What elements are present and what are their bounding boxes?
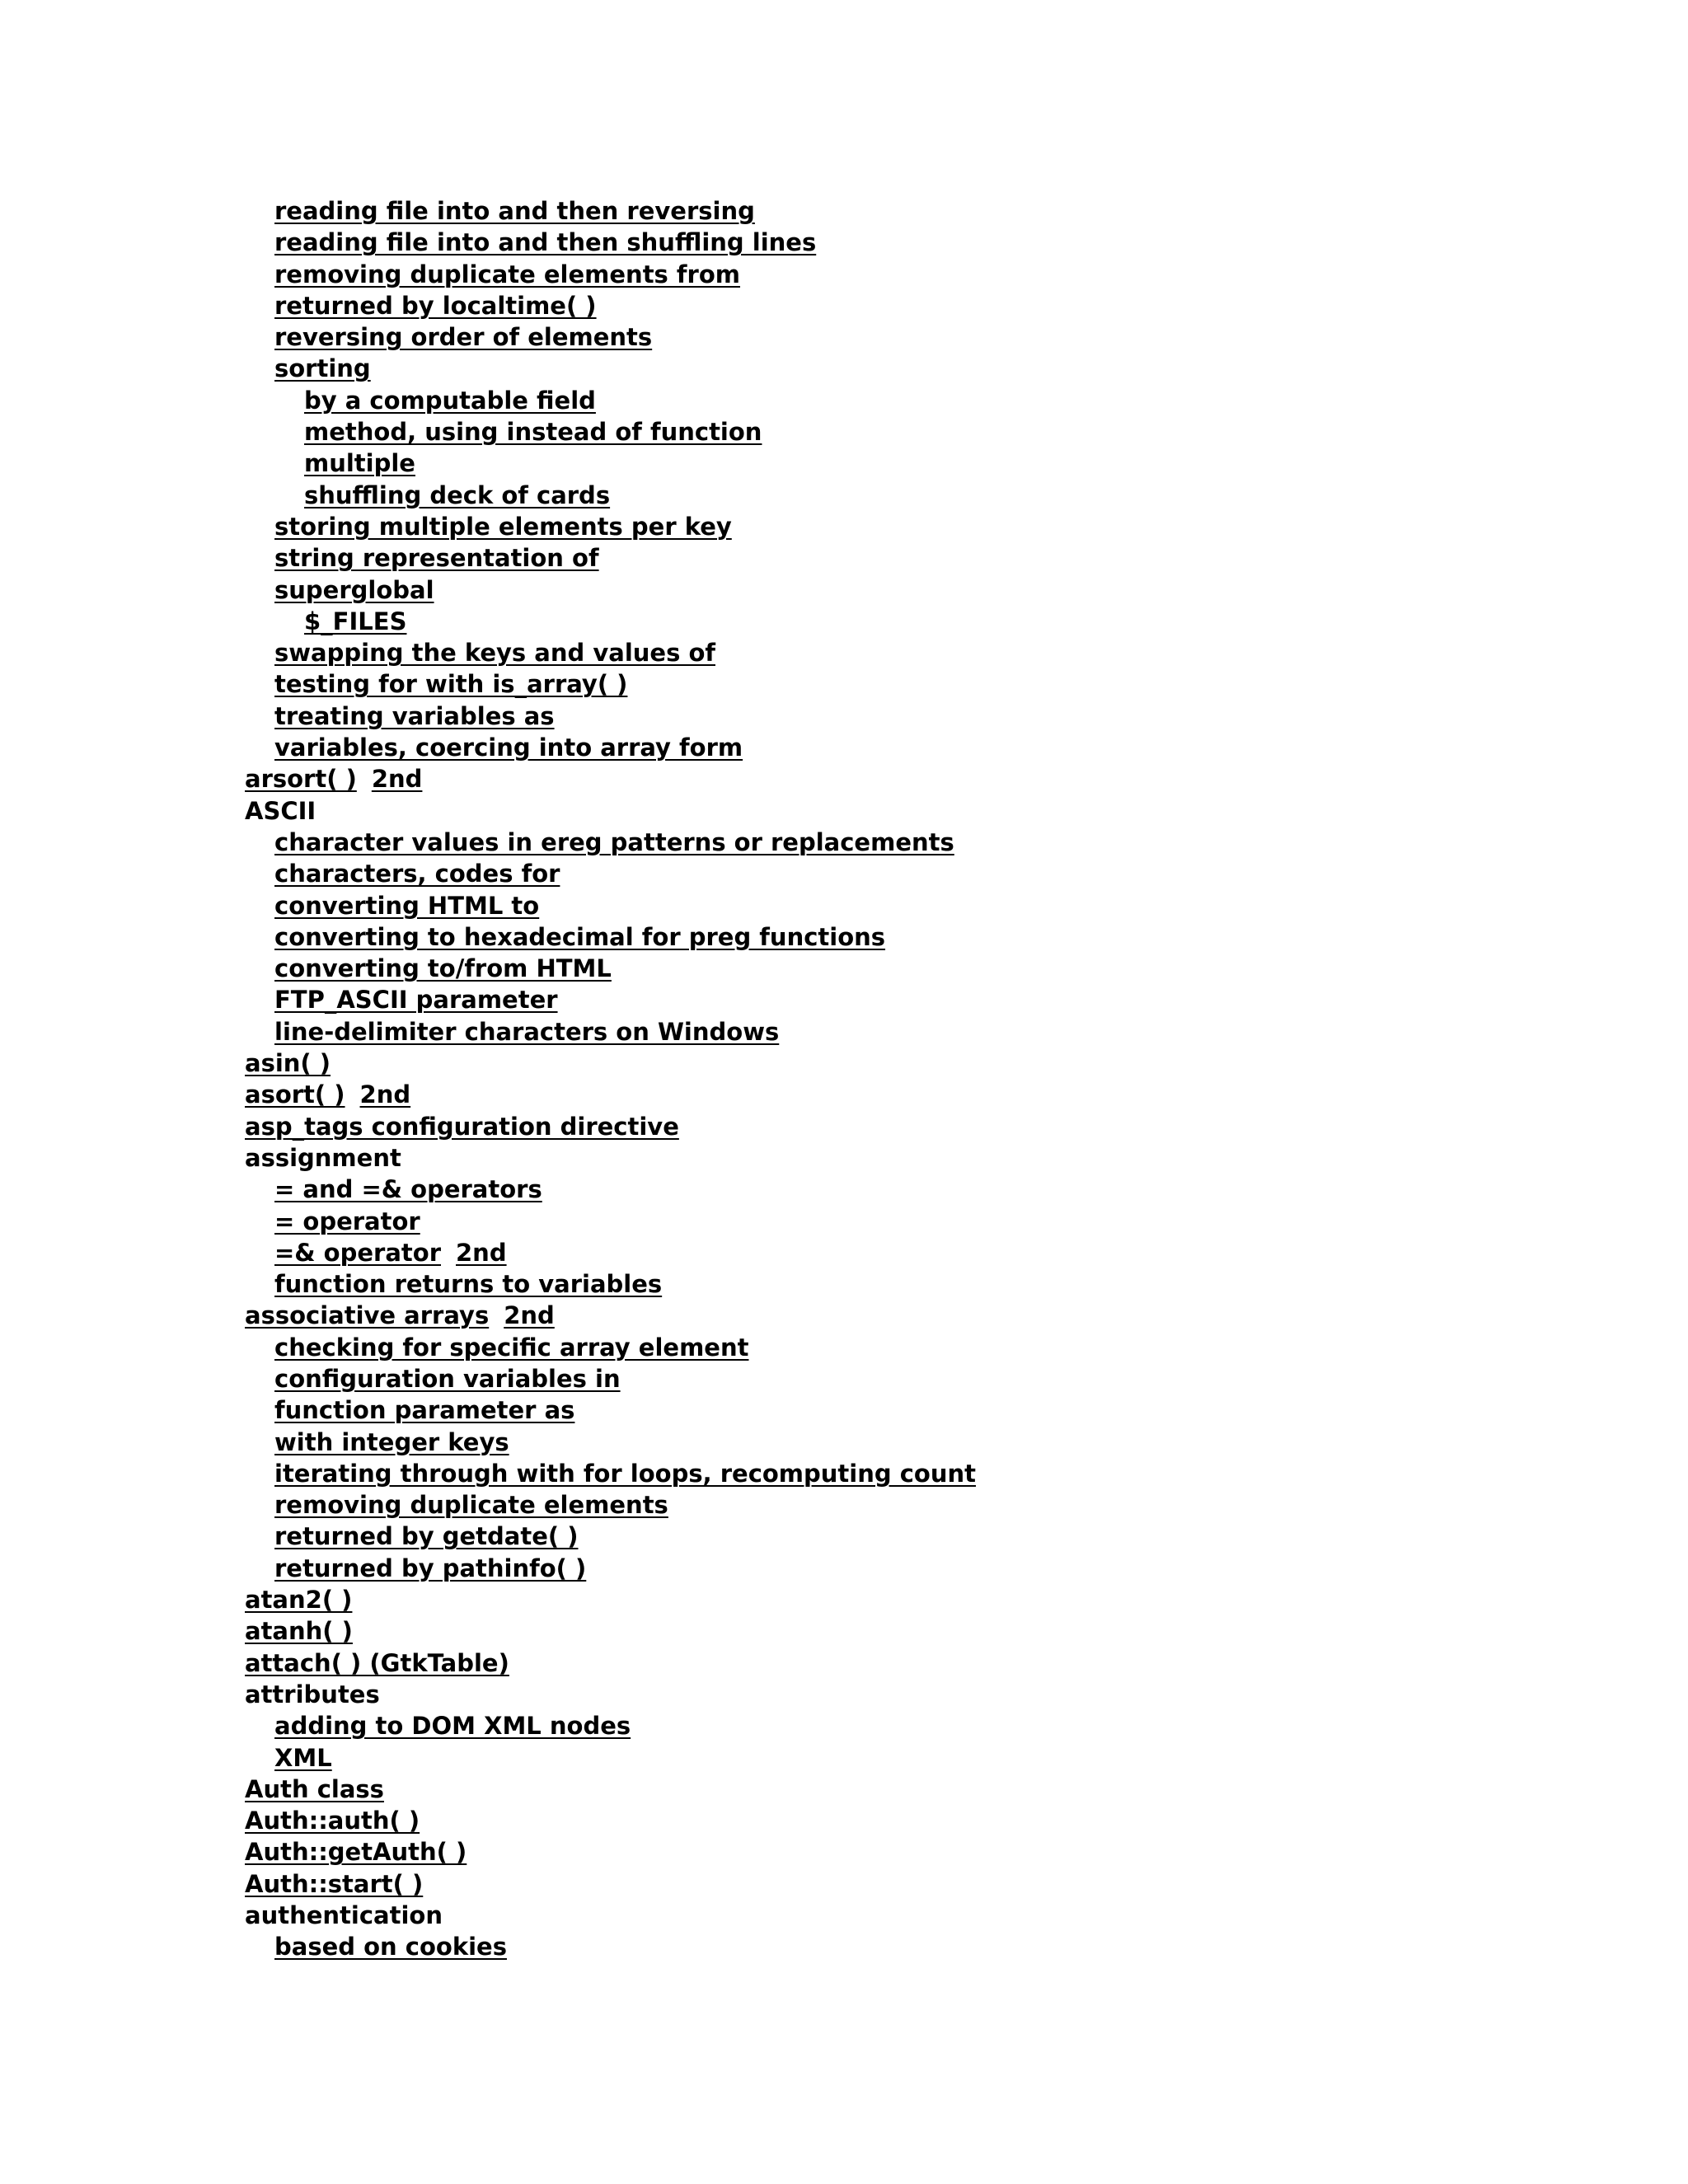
index-entry [245,1774,976,1805]
index-entry [245,732,976,763]
index-entry-link[interactable]: asin( ) [245,1049,331,1078]
index-entry-link[interactable]: swapping the keys and values of [274,639,715,668]
index-entry-link[interactable]: FTP_ASCII parameter [274,986,558,1015]
second-reference-link[interactable]: 2nd [456,1238,507,1267]
index-entry-link[interactable]: Auth class [245,1774,384,1803]
index-entry-heading: ASCII [245,796,316,825]
second-reference-link[interactable]: 2nd [359,1080,411,1109]
index-entry [245,1742,976,1774]
index-entry-link[interactable]: atanh( ) [245,1617,353,1646]
index-entry [245,195,976,227]
index-entry [245,890,976,921]
index-entry [245,701,976,732]
index-entry [245,795,976,827]
index-entry-link[interactable]: attach( ) (GtkTable) [245,1648,509,1677]
index-entry-link[interactable]: line-delimiter characters on Windows [274,1017,780,1046]
index-entry [245,1206,976,1237]
index-entry-link[interactable]: arsort( ) [245,765,357,794]
index-entry [245,290,976,321]
index-entry [245,574,976,606]
index-entry [245,637,976,668]
index-entry [245,1836,976,1868]
index-entry-link[interactable]: =& operator [274,1238,441,1267]
index-entry-link[interactable]: asort( ) [245,1080,345,1109]
index-entry-link[interactable]: asp_tags configuration directive [245,1112,679,1141]
index-entry [245,1394,976,1426]
index-entry-link[interactable]: = operator [274,1207,420,1235]
index-entry [245,448,976,479]
index-entry-link[interactable]: variables, coercing into array form [274,733,743,762]
index-entry [245,1679,976,1710]
index-entry [245,1647,976,1679]
index-entry-link[interactable]: based on cookies [274,1933,507,1961]
index-entry [245,763,976,794]
index-entry-link[interactable]: storing multiple elements per key [274,512,732,541]
index-entry-link[interactable]: converting HTML to [274,891,540,920]
index-entry [245,227,976,258]
index-entry [245,1427,976,1458]
index-entry-link[interactable]: shuffling deck of cards [304,480,611,509]
index-entry [245,1489,976,1521]
index-entry-link[interactable]: Auth::start( ) [245,1869,424,1898]
index-entry-link[interactable]: XML [274,1743,332,1772]
index-entry [245,1237,976,1268]
index-entry-link[interactable]: reversing order of elements [274,323,653,352]
index-entry-link[interactable]: superglobal [274,575,434,604]
index-entry [245,1584,976,1615]
index-entry-link[interactable]: returned by getdate( ) [274,1522,579,1551]
index-entry-link[interactable]: characters, codes for [274,860,560,888]
index-entry [245,1300,976,1331]
index-entry-link[interactable]: treating variables as [274,701,555,730]
index-entry [245,511,976,542]
index-entry [245,1363,976,1394]
index-entry [245,1111,976,1142]
index-entry-link[interactable]: returned by pathinfo( ) [274,1554,587,1582]
index-entry-link[interactable]: character values in ereg patterns or replacements [274,827,954,856]
index-entry-link[interactable]: = and =& operators [274,1175,542,1204]
index-entry [245,1931,976,1962]
index-entry-link[interactable]: configuration variables in [274,1364,621,1393]
index-entry-link[interactable]: sorting [274,354,371,383]
second-reference-link[interactable]: 2nd [504,1301,555,1330]
index-entry-link[interactable]: associative arrays [245,1301,490,1330]
index-entry [245,1868,976,1900]
index-entry-link[interactable]: removing duplicate elements from [274,260,740,288]
index-entry-link[interactable]: atan2( ) [245,1586,353,1615]
index-entry-link[interactable]: adding to DOM XML nodes [274,1712,631,1741]
index-entry [245,542,976,574]
index-entry [245,1553,976,1584]
index-entry [245,1710,976,1741]
index-entry-heading: attributes [245,1680,380,1708]
index-entry-link[interactable]: removing duplicate elements [274,1491,668,1520]
index-entry-link[interactable]: Auth::auth( ) [245,1807,420,1835]
second-reference-link[interactable]: 2nd [371,765,423,794]
index-entry [245,353,976,384]
index-entry [245,1268,976,1300]
index-entry-link[interactable]: checking for specific array element [274,1333,749,1361]
index-entry [245,1016,976,1047]
index-entry [245,480,976,511]
index-entry [245,416,976,448]
index-entry-link[interactable]: Auth::getAuth( ) [245,1838,467,1867]
index-entry-link[interactable]: method, using instead of function [304,418,762,447]
index-entry [245,1805,976,1836]
index-entry [245,606,976,637]
index-entry [245,1079,976,1110]
index-entry [245,1900,976,1931]
index-entry-link[interactable]: $_FILES [304,607,407,635]
index-entry [245,921,976,953]
index-entry-heading: authentication [245,1901,443,1930]
index-entry [245,385,976,416]
index-entry-link[interactable]: by a computable field [304,386,596,415]
index-entry [245,1174,976,1205]
index-entry [245,1047,976,1079]
index-entry [245,668,976,700]
index-list [245,195,976,1963]
index-entry [245,1521,976,1552]
index-entry-link[interactable]: multiple [304,449,415,478]
index-entry-link[interactable]: function parameter as [274,1396,575,1425]
index-entry [245,1458,976,1489]
index-entry-link[interactable]: converting to hexadecimal for preg functions [274,922,886,951]
index-entry [245,953,976,984]
index-entry-link[interactable]: testing for with is_array( ) [274,670,628,699]
index-entry [245,1332,976,1363]
index-entry [245,321,976,353]
index-entry-heading: assignment [245,1143,401,1172]
index-entry [245,1615,976,1647]
index-entry [245,827,976,858]
index-entry-link[interactable]: function returns to variables [274,1270,663,1299]
index-entry [245,1142,976,1174]
index-entry-link[interactable]: iterating through with for loops, recomputing count [274,1459,976,1488]
index-entry-link[interactable]: reading file into and then shuffling lines [274,228,817,257]
index-entry-link[interactable]: returned by localtime( ) [274,291,597,320]
index-entry-link[interactable]: reading file into and then reversing [274,197,755,225]
index-entry [245,984,976,1015]
index-entry [245,858,976,889]
index-entry-link[interactable]: converting to/from HTML [274,954,612,983]
index-entry-link[interactable]: string representation of [274,544,599,573]
index-entry [245,259,976,290]
index-entry-link[interactable]: with integer keys [274,1427,509,1456]
